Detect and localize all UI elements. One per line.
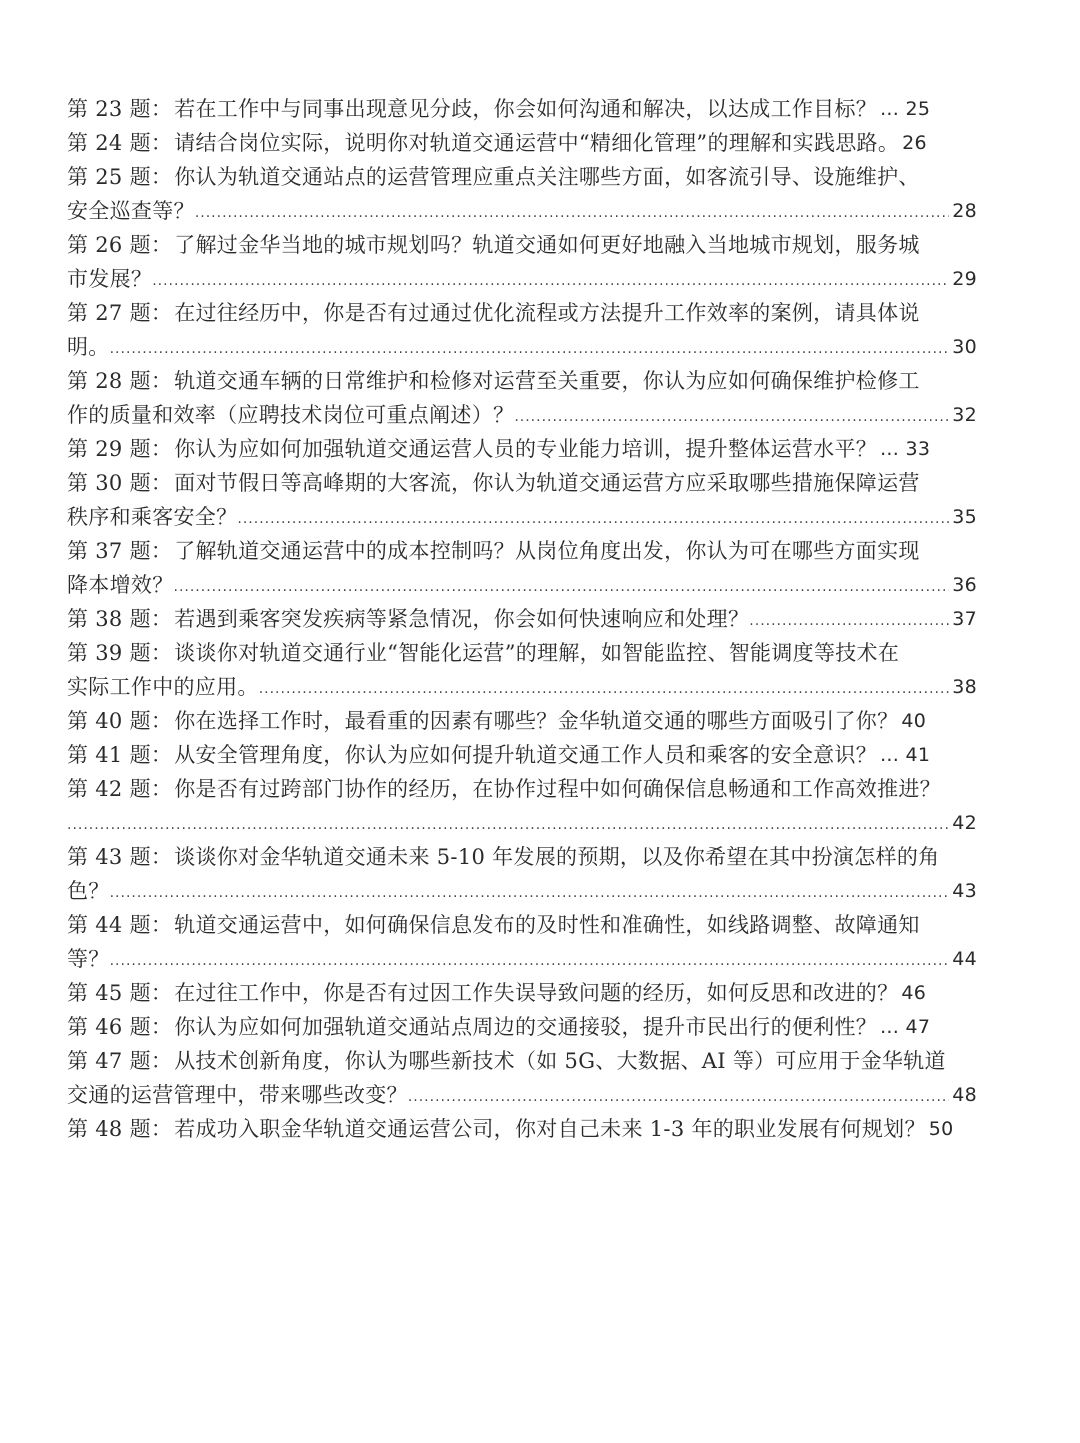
- question-text-continued: 等？: [67, 947, 110, 971]
- question-text: 若成功入职金华轨道交通运营公司，你对自己未来 1-3 年的职业发展有何规划？: [174, 1117, 926, 1141]
- question-text: 在过往工作中，你是否有过因工作失误导致问题的经历，如何反思和改进的？: [174, 981, 899, 1005]
- dot-leader: [110, 946, 950, 976]
- toc-entry-27[interactable]: [67, 296, 977, 364]
- question-text-continued: 秩序和乘客安全？: [67, 505, 238, 529]
- question-number: 第 37 题：: [67, 539, 173, 563]
- toc-entry-46[interactable]: [67, 1010, 977, 1044]
- dot-leader: [195, 198, 949, 228]
- question-text: 若遇到乘客突发疾病等紧急情况，你会如何快速响应和处理？: [174, 607, 750, 631]
- toc-entry-41[interactable]: [67, 738, 977, 772]
- page-number: ... 25: [880, 98, 931, 120]
- toc-entry-45[interactable]: [67, 976, 977, 1010]
- question-number: 第 44 题：: [67, 913, 173, 937]
- page-number: 26: [902, 132, 927, 154]
- question-text: 在过往经历中，你是否有过通过优化流程或方法提升工作效率的案例，请具体说: [174, 301, 920, 325]
- question-text: 你认为轨道交通站点的运营管理应重点关注哪些方面，如客流引导、设施维护、: [174, 165, 920, 189]
- question-number: 第 27 题：: [67, 301, 173, 325]
- dot-leader: [110, 878, 950, 908]
- toc-entry-47[interactable]: [67, 1044, 977, 1112]
- question-text: 了解过金华当地的城市规划吗？轨道交通如何更好地融入当地城市规划，服务城: [174, 233, 920, 257]
- page-number: ... 41: [880, 744, 931, 766]
- question-number: 第 48 题：: [67, 1117, 173, 1141]
- question-text: 请结合岗位实际，说明你对轨道交通运营中“精细化管理”的理解和实践思路。: [174, 131, 900, 155]
- page-number: 43: [952, 880, 977, 902]
- toc-entry-39[interactable]: [67, 636, 977, 704]
- page-number: ... 47: [880, 1016, 931, 1038]
- page-number: 29: [952, 268, 977, 290]
- page-number: 40: [901, 710, 927, 732]
- toc-entry-44[interactable]: [67, 908, 977, 976]
- question-number: 第 38 题：: [67, 607, 173, 631]
- question-number: 第 23 题：: [67, 97, 173, 121]
- question-text-continued: 实际工作中的应用。: [67, 675, 259, 699]
- question-number: 第 24 题：: [67, 131, 173, 155]
- page-number: 30: [952, 336, 977, 358]
- question-number: 第 39 题：: [67, 641, 173, 665]
- page-number: 50: [928, 1118, 954, 1140]
- page-number: 48: [952, 1084, 977, 1106]
- toc-entry-26[interactable]: [67, 228, 977, 296]
- question-text-continued: 作的质量和效率（应聘技术岗位可重点阐述）？: [67, 403, 515, 427]
- question-number: 第 40 题：: [67, 709, 173, 733]
- question-text: 从安全管理角度，你认为应如何提升轨道交通工作人员和乘客的安全意识？: [174, 743, 878, 767]
- question-text: 若在工作中与同事出现意见分歧，你会如何沟通和解决，以达成工作目标？: [174, 97, 878, 121]
- toc-entry-43[interactable]: [67, 840, 977, 908]
- dot-leader: [514, 402, 949, 432]
- question-text-continued: 色？: [67, 879, 110, 903]
- page-number: 46: [901, 982, 927, 1004]
- question-text: 谈谈你对金华轨道交通未来 5-10 年发展的预期，以及你希望在其中扮演怎样的角: [174, 845, 940, 869]
- question-number: 第 29 题：: [67, 437, 173, 461]
- dot-leader: [749, 606, 949, 636]
- question-text: 了解轨道交通运营中的成本控制吗？从岗位角度出发，你认为可在哪些方面实现: [174, 539, 920, 563]
- dot-leader: [67, 810, 949, 840]
- question-number: 第 26 题：: [67, 233, 173, 257]
- dot-leader: [408, 1082, 949, 1112]
- toc-entry-30[interactable]: [67, 466, 977, 534]
- question-text: 谈谈你对轨道交通行业“智能化运营”的理解，如智能监控、智能调度等技术在: [174, 641, 900, 665]
- question-text: 轨道交通车辆的日常维护和检修对运营至关重要，你认为应如何确保维护检修工: [174, 369, 920, 393]
- question-number: 第 43 题：: [67, 845, 173, 869]
- dot-leader: [174, 572, 950, 602]
- question-text: 从技术创新角度，你认为哪些新技术（如 5G、大数据、AI 等）可应用于金华轨道: [174, 1049, 946, 1073]
- toc-entry-23[interactable]: [67, 92, 977, 126]
- question-number: 第 30 题：: [67, 471, 173, 495]
- dot-leader: [237, 504, 949, 534]
- dot-leader: [259, 674, 950, 704]
- question-number: 第 42 题：: [67, 777, 173, 801]
- toc-entry-29[interactable]: [67, 432, 977, 466]
- question-text: 你认为应如何加强轨道交通运营人员的专业能力培训，提升整体运营水平？: [174, 437, 878, 461]
- question-text: 你在选择工作时，最看重的因素有哪些？金华轨道交通的哪些方面吸引了你？: [174, 709, 899, 733]
- question-text-continued: 降本增效？: [67, 573, 174, 597]
- question-number: 第 45 题：: [67, 981, 173, 1005]
- question-text-continued: 安全巡查等？: [67, 199, 195, 223]
- question-text-continued: 交通的运营管理中，带来哪些改变？: [67, 1083, 408, 1107]
- toc-entry-48[interactable]: [67, 1112, 977, 1146]
- page-number: 35: [952, 506, 977, 528]
- page-number: 42: [952, 812, 977, 834]
- toc-entry-42[interactable]: [67, 772, 977, 840]
- question-number: 第 25 题：: [67, 165, 173, 189]
- toc-entry-24[interactable]: [67, 126, 977, 160]
- dot-leader: [152, 266, 949, 296]
- dot-leader: [110, 334, 950, 364]
- question-number: 第 47 题：: [67, 1049, 173, 1073]
- question-text: 你是否有过跨部门协作的经历，在协作过程中如何确保信息畅通和工作高效推进？: [174, 777, 941, 801]
- toc-entry-40[interactable]: [67, 704, 977, 738]
- page-number: 32: [952, 404, 977, 426]
- page-number: ... 33: [880, 438, 931, 460]
- page-number: 37: [952, 608, 977, 630]
- toc-entry-28[interactable]: [67, 364, 977, 432]
- page-number: 36: [952, 574, 977, 596]
- page-number: 28: [952, 200, 977, 222]
- question-text-continued: 明。: [67, 335, 110, 359]
- question-text: 你认为应如何加强轨道交通站点周边的交通接驳，提升市民出行的便利性？: [174, 1015, 878, 1039]
- page-number: 38: [952, 676, 977, 698]
- toc-entry-37[interactable]: [67, 534, 977, 602]
- question-number: 第 46 题：: [67, 1015, 173, 1039]
- question-text-continued: 市发展？: [67, 267, 153, 291]
- question-text: 面对节假日等高峰期的大客流，你认为轨道交通运营方应采取哪些措施保障运营: [174, 471, 920, 495]
- toc-entry-38[interactable]: [67, 602, 977, 636]
- table-of-contents: [67, 92, 977, 1146]
- question-number: 第 41 题：: [67, 743, 173, 767]
- page-number: 44: [952, 948, 977, 970]
- toc-entry-25[interactable]: [67, 160, 977, 228]
- question-text: 轨道交通运营中，如何确保信息发布的及时性和准确性，如线路调整、故障通知: [174, 913, 920, 937]
- question-number: 第 28 题：: [67, 369, 173, 393]
